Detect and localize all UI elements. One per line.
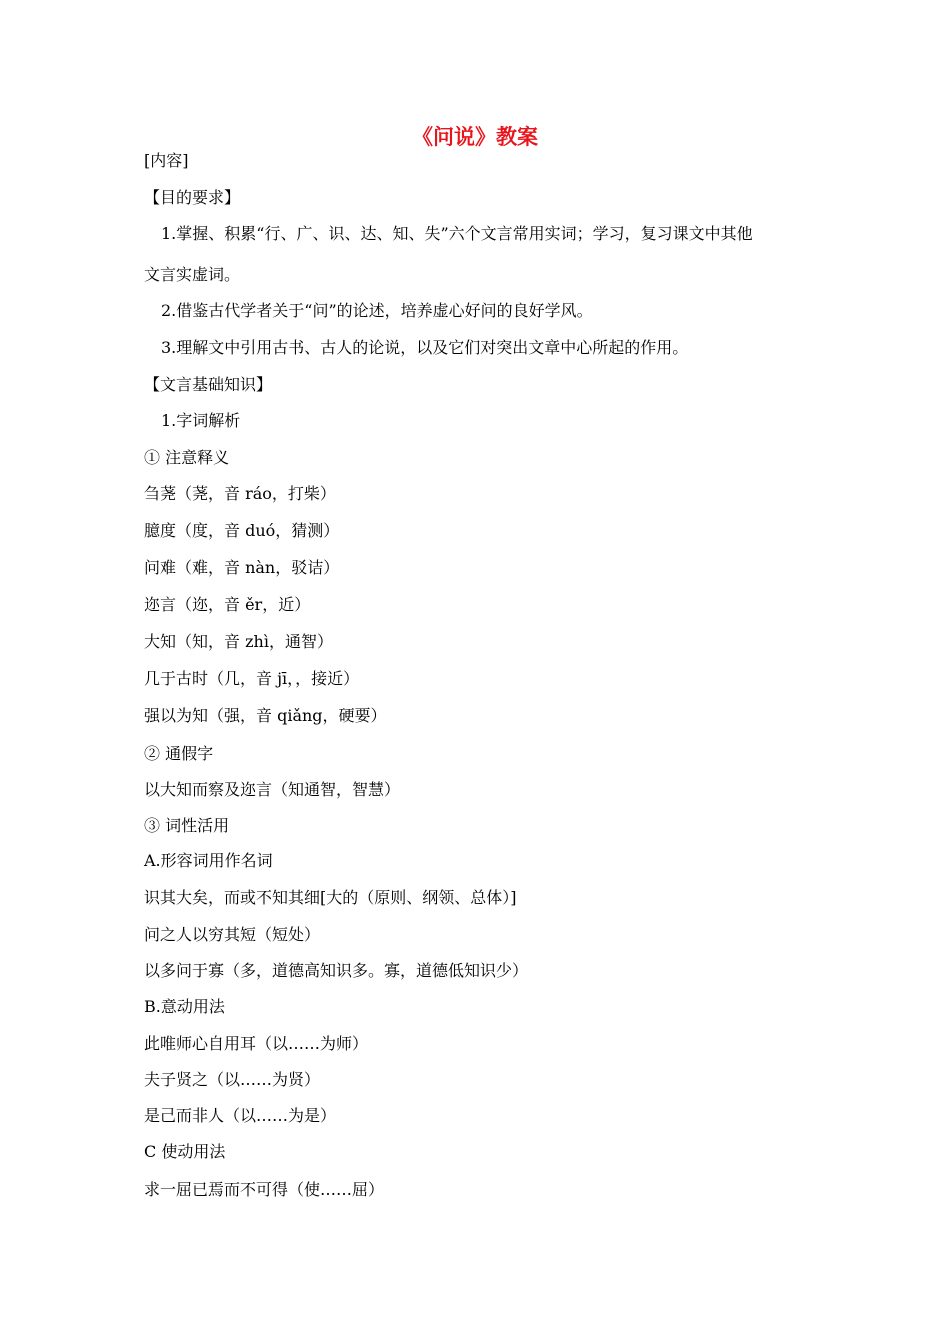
objective-item-2: 2.借鉴古代学者关于“问”的论述，培养虚心好问的良好学风。 [161, 301, 593, 320]
subsection-word-analysis: 1.字词解析 [161, 411, 241, 430]
list-item: 以多问于寡（多，道德高知识多。寡，道德低知识少） [144, 961, 529, 980]
list-item: 迩言（迩，音 ěr，近） [144, 595, 311, 614]
list-item: 臆度（度，音 duó，猜测） [144, 521, 340, 540]
objective-item-3: 3.理解文中引用古书、古人的论说，以及它们对突出文章中心所起的作用。 [161, 338, 689, 357]
list-item: 问之人以穷其短（短处） [144, 925, 321, 944]
list-item: 大知（知，音 zhì，通智） [144, 632, 333, 651]
category-c-heading: C 使动用法 [144, 1142, 226, 1161]
subheading-word-class-shift: ③ 词性活用 [144, 816, 230, 835]
list-item: 求一屈已焉而不可得（使……屈） [144, 1180, 385, 1199]
document-title: 《问说》教案 [412, 124, 538, 149]
list-item: 几于古时（几，音 jī，，接近） [144, 669, 360, 688]
section-heading-objectives: 【目的要求】 [144, 188, 241, 207]
section-label-content: [内容] [144, 151, 189, 170]
list-item: 强以为知（强，音 qiǎng，硬要） [144, 706, 387, 725]
category-b-heading: B.意动用法 [144, 997, 225, 1016]
subheading-meanings: ① 注意释义 [144, 448, 230, 467]
list-item: 夫子贤之（以……为贤） [144, 1070, 321, 1089]
section-heading-basics: 【文言基础知识】 [144, 375, 273, 394]
list-item: 刍荛（荛，音 ráo，打柴） [144, 484, 336, 503]
list-item: 识其大矣，而或不知其细[大的（原则、纲领、总体）] [144, 888, 517, 907]
list-item: 是己而非人（以……为是） [144, 1106, 337, 1125]
objective-item-1: 1.掌握、积累“行、广、识、达、知、失”六个文言常用实词；学习，复习课文中其他 [161, 224, 753, 243]
list-item: 以大知而察及迩言（知通智，智慧） [144, 780, 401, 799]
category-a-heading: A.形容词用作名词 [144, 851, 273, 870]
list-item: 问难（难，音 nàn，驳诘） [144, 558, 340, 577]
list-item: 此唯师心自用耳（以……为师） [144, 1034, 369, 1053]
objective-item-1-continued: 文言实虚词。 [144, 265, 241, 284]
subheading-loan-characters: ② 通假字 [144, 744, 214, 763]
